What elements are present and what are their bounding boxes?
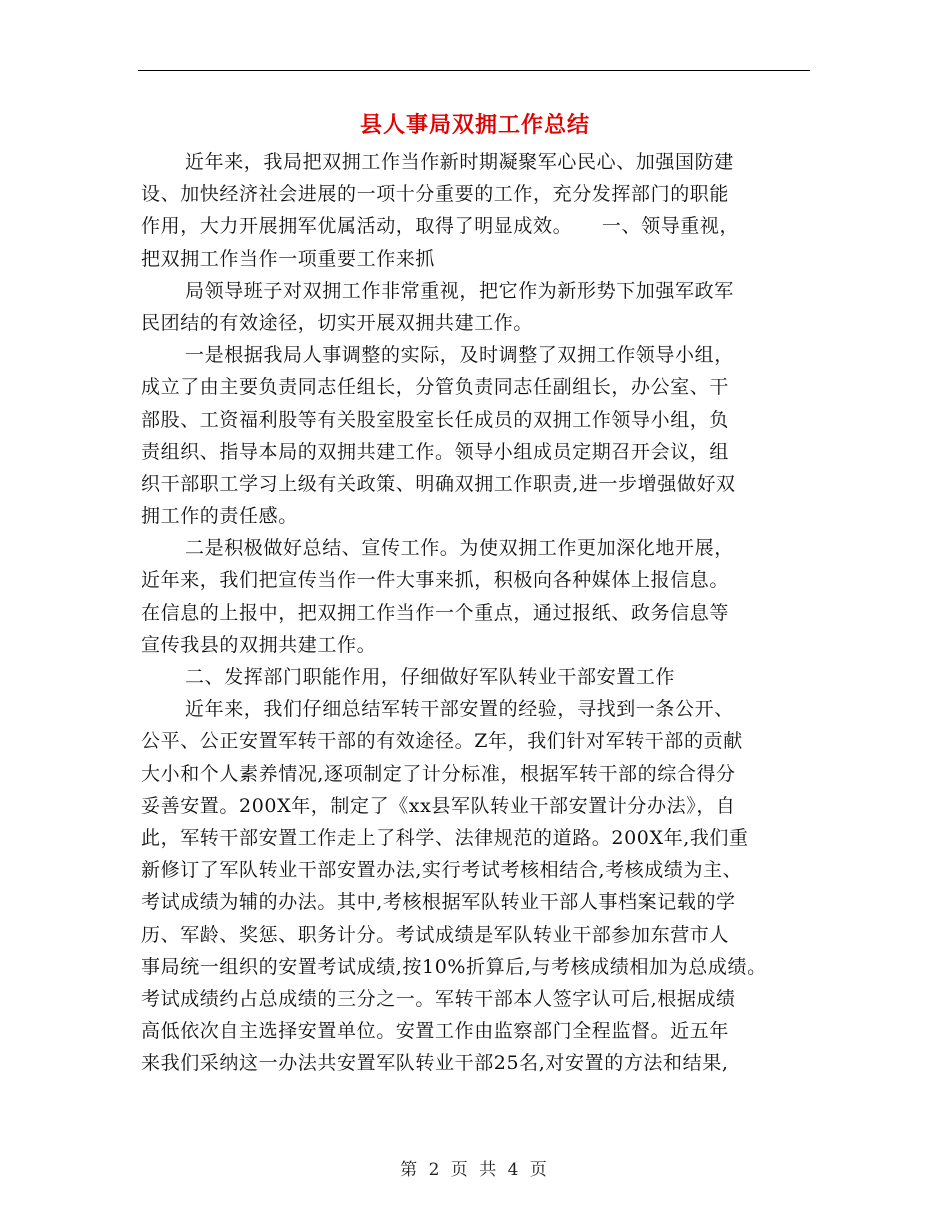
body-line: 新修订了军队转业干部安置办法,实行考试考核相结合,考核成绩为主、 — [141, 859, 743, 882]
body-line: 近年来，我们仔细总结军转干部安置的经验，寻找到一条公开、 — [185, 698, 734, 721]
body-line: 设、加快经济社会进展的一项十分重要的工作，充分发挥部门的职能 — [141, 183, 730, 206]
body-line: 考试成绩为辅的办法。其中,考核根据军队转业干部人事档案记载的学 — [141, 891, 736, 914]
body-line: 责组织、指导本局的双拥共建工作。领导小组成员定期召开会议，组 — [141, 440, 730, 463]
section-heading: 二、发挥部门职能作用，仔细做好军队转业干部安置工作 — [185, 666, 676, 688]
body-line: 把双拥工作当作一项重要工作来抓 — [141, 247, 436, 270]
body-line: 来我们采纳这一办法共安置军队转业干部25名,对安置的方法和结果, — [141, 1052, 729, 1075]
body-line: 宣传我县的双拥共建工作。 — [141, 633, 377, 656]
body-line: 近年来，我们把宣传当作一件大事来抓，积极向各种媒体上报信息。 — [141, 569, 730, 592]
body-line: 事局统一组织的安置考试成绩,按10%折算后,与考核成绩相加为总成绩。 — [141, 955, 767, 978]
body-line: 部股、工资福利股等有关股室股室长任成员的双拥工作领导小组，负 — [141, 408, 730, 431]
body-line: 妥善安置。200X年，制定了《xx县军队转业干部安置计分办法》，自 — [141, 794, 736, 817]
body-line: 拥工作的责任感。 — [141, 505, 298, 528]
body-line: 民团结的有效途径，切实开展双拥共建工作。 — [141, 311, 534, 334]
body-line: 此，军转干部安置工作走上了科学、法律规范的道路。200X年,我们重 — [141, 826, 749, 849]
body-line: 高低依次自主选择安置单位。安置工作由监察部门全程监督。近五年 — [141, 1020, 730, 1043]
body-line: 公平、公正安置军转干部的有效途径。Z年，我们针对军转干部的贡献 — [141, 730, 743, 753]
body-line: 大小和个人素养情况,逐项制定了计分标准，根据军转干部的综合得分 — [141, 762, 736, 785]
header-rule — [138, 70, 810, 71]
body-line: 二是积极做好总结、宣传工作。为使双拥工作更加深化地开展， — [185, 537, 734, 560]
document-body — [141, 146, 811, 1079]
body-line: 成立了由主要负责同志任组长，分管负责同志任副组长，办公室、干 — [141, 376, 730, 399]
body-line: 织干部职工学习上级有关政策、明确双拥工作职责,进一步增强做好双 — [141, 472, 736, 495]
document-title: 县人事局双拥工作总结 — [359, 112, 590, 138]
body-line: 在信息的上报中，把双拥工作当作一个重点，通过报纸、政务信息等 — [141, 601, 730, 624]
page-number: 第 2 页 共 4 页 — [400, 1160, 550, 1180]
body-line: 近年来，我局把双拥工作当作新时期凝聚军心民心、加强国防建 — [185, 151, 734, 173]
body-line: 局领导班子对双拥工作非常重视，把它作为新形势下加强军政军 — [185, 279, 734, 302]
body-line: 作用，大力开展拥军优属活动，取得了明显成效。 一、领导重视， — [141, 215, 740, 238]
body-line: 一是根据我局人事调整的实际，及时调整了双拥工作领导小组， — [185, 344, 734, 367]
body-line: 历、军龄、奖惩、职务计分。考试成绩是军队转业干部参加东营市人 — [141, 923, 730, 946]
body-line: 考试成绩约占总成绩的三分之一。军转干部本人签字认可后,根据成绩 — [141, 987, 736, 1010]
